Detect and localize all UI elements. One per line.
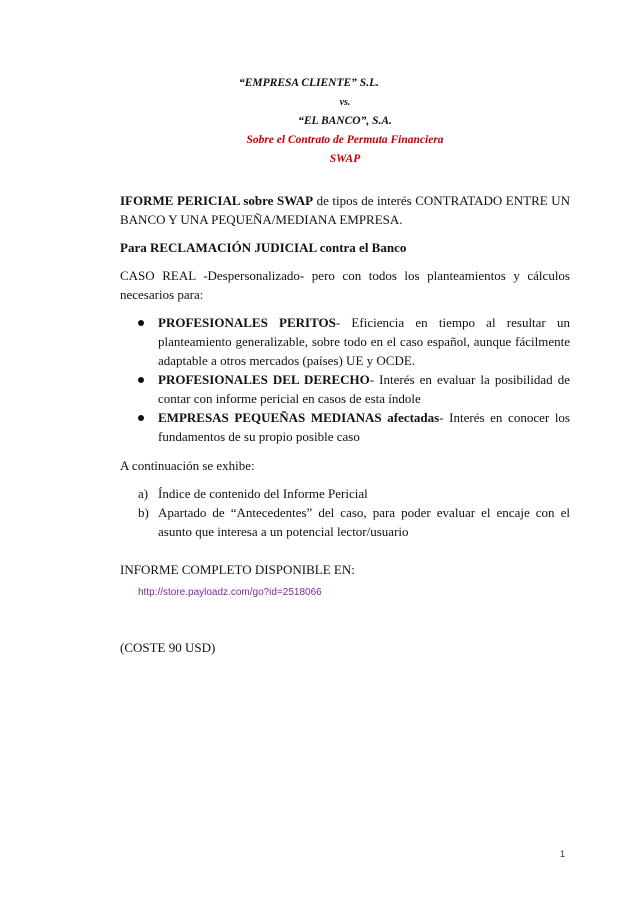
audience-list [120,313,570,446]
header-swap: SWAP [329,153,361,165]
header-client: “EMPRESA CLIENTE” S.L. [239,77,379,89]
continuacion-paragraph: A continuación se exhibe: [120,458,255,473]
list-marker: a) [138,486,149,501]
list-item: PROFESIONALES DEL DERECHO- Interés en evaluar la posibilidad de contar con informe pericial en casos de esta índole [120,370,570,408]
document-body [120,191,570,541]
bullet-icon [138,377,144,383]
intro-bold: IFORME PERICIAL sobre SWAP [120,193,314,208]
reclamacion-heading: Para RECLAMACIÓN JUDICIAL contra el Banco [120,240,407,255]
list-item: PROFESIONALES PERITOS- Eficiencia en tiempo al resultar un planteamiento generalizable, sobre todo en el caso español, aunque fácilmente adaptable a otros mercados (países) UE y OCDE. [120,313,570,370]
contents-list [120,484,570,541]
header-subject: Sobre el Contrato de Permuta Financiera [246,134,444,146]
store-link[interactable]: http://store.payloadz.com/go?id=2518066 [138,587,322,598]
page-number: 1 [560,849,566,859]
header-versus: vs. [339,97,351,108]
available-heading: INFORME COMPLETO DISPONIBLE EN: [120,562,355,577]
cost-text: (COSTE 90 USD) [120,640,216,655]
intro-rest: de tipos de interés CONTRATADO ENTRE UN BANCO Y UNA PEQUEÑA/MEDIANA EMPRESA. [120,193,570,227]
list-item: a) Índice de contenido del Informe Pericial [138,486,368,501]
intro-paragraph [120,191,570,229]
list-marker: b) [138,505,149,520]
bullet-icon [138,415,144,421]
list-item: EMPRESAS PEQUEÑAS MEDIANAS afectadas- Interés en conocer los fundamentos de su propio posible caso [120,408,570,446]
bullet-icon [138,320,144,326]
caso-paragraph: CASO REAL -Despersonalizado- pero con todos los planteamientos y cálculos necesarios para: [120,268,570,302]
list-item: b) Apartado de “Antecedentes” del caso, para poder evaluar el encaje con el asunto que interesa a un potencial lector/usuario [138,505,570,539]
header-bank: “EL BANCO”, S.A. [298,115,392,127]
document-header [120,74,570,169]
